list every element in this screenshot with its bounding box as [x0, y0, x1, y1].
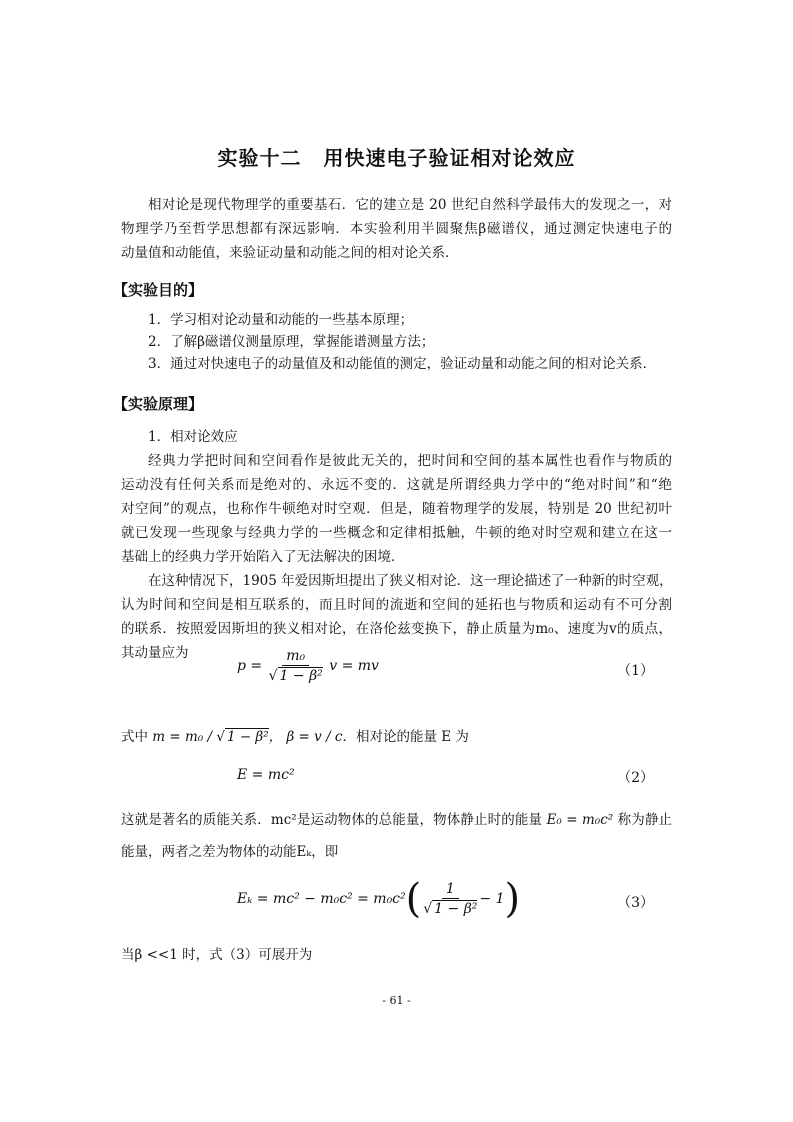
- text-line: 基础上的经典力学开始陷入了无法解决的困境．: [121, 549, 405, 565]
- eq1-numerator: m₀: [282, 648, 309, 666]
- objective-item: 1．学习相对论动量和动能的一些基本原理；: [148, 312, 414, 328]
- paragraph-relativity: [121, 569, 672, 665]
- text-line: 对空间”的观点，也称作牛顿绝对时空观．但是，随着物理学的发展，特别是 20 世纪初叶: [121, 501, 672, 517]
- page-number: - 61 -: [382, 994, 411, 1007]
- text-line: 认为时间和空间是相互联系的，而且时间的流逝和空间的延拓也与物质和运动有不可分割: [121, 597, 672, 613]
- m-definition: m = m₀ /: [152, 729, 217, 745]
- text-line: 就已发现一些现象与经典力学的一些概念和定律相抵触，牛顿的绝对时空观和建立在这一: [121, 525, 672, 541]
- eq3-numerator: 1: [442, 881, 459, 899]
- para4: 当β <<1 时，式（3）可展开为: [121, 947, 313, 963]
- paragraph-classical: [121, 449, 672, 569]
- section-heading-principles: 【实验原理】: [113, 395, 204, 413]
- title-part2: 用快速电子验证相对论效应: [323, 146, 576, 170]
- eq3-lhs: Eₖ = mc² − m₀c² = m₀c²: [237, 891, 406, 907]
- text-line: 在这种情况下，1905 年爱因斯坦提出了狭义相对论．这一理论描述了一种新的时空观，: [148, 573, 673, 589]
- intro-paragraph: [121, 193, 672, 265]
- para3-c: 称为静止: [617, 812, 672, 828]
- text-line: 物理学乃至哲学思想都有深远影响．本实验利用半圆聚焦β磁谱仪，通过测定快速电子的: [121, 221, 672, 237]
- eq1-label: （1）: [617, 663, 654, 679]
- where-suffix: ．相对论的能量 E 为: [342, 729, 469, 745]
- eq3-label: （3）: [617, 895, 654, 911]
- where-prefix: 式中: [121, 729, 148, 745]
- eq2-expr: E = mc²: [237, 767, 295, 783]
- para3b: 能量，两者之差为物体的动能Eₖ，即: [121, 844, 339, 860]
- eq2-label: （2）: [617, 770, 654, 786]
- objectives-list: [121, 309, 672, 375]
- where-line: 式中 m = m₀ / √ 1 − β²， β = v / c．相对论的能量 E 为: [121, 729, 469, 745]
- eq3-denominator: 1 − β²: [434, 901, 478, 917]
- text-line: 其动量应为: [121, 645, 189, 661]
- m-radicand: 1 − β²: [226, 729, 269, 745]
- rest-energy-formula: E₀ = m₀c²: [546, 812, 614, 828]
- text-line: 相对论是现代物理学的重要基石．它的建立是 20 世纪自然科学最伟大的发现之一，对: [148, 197, 672, 213]
- text-line: 的联系．按照爱因斯坦的狭义相对论，在洛伦兹变换下，静止质量为m₀、速度为v的质点，: [121, 621, 672, 637]
- text-line: 经典力学把时间和空间看作是彼此无关的，把时间和空间的基本属性也看作与物质的: [148, 453, 672, 469]
- para3-a: 这就是著名的质能关系．mc²是运动物体的总能量，物体静止时的能量: [121, 812, 543, 828]
- mass-energy-paragraph: [121, 808, 672, 864]
- title-part1: 实验十二: [217, 146, 302, 170]
- eq3-tail: − 1: [479, 891, 505, 907]
- objective-item: 3．通过对快速电子的动量值及和动能值的测定，验证动量和动能之间的相对论关系．: [148, 356, 657, 372]
- expansion-line: [121, 943, 672, 967]
- section-heading-objectives: 【实验目的】: [113, 281, 204, 299]
- subheading: 1．相对论效应: [148, 429, 238, 445]
- text-line: 运动没有任何关系而是绝对的、永远不变的．这就是所谓经典力学中的“绝对时间”和“绝: [121, 477, 672, 493]
- principles-content: [121, 425, 672, 665]
- beta-definition: ， β = v / c: [268, 729, 343, 745]
- eq1-rhs: v = mv: [329, 658, 379, 674]
- objective-item: 2．了解β磁谱仪测量原理，掌握能谱测量方法；: [148, 334, 435, 350]
- page-title: [0, 142, 793, 171]
- eq1-lhs: p =: [237, 658, 263, 674]
- eq1-denominator: 1 − β²: [279, 668, 323, 684]
- text-line: 动量值和动能值，来验证动量和动能之间的相对论关系．: [121, 245, 459, 261]
